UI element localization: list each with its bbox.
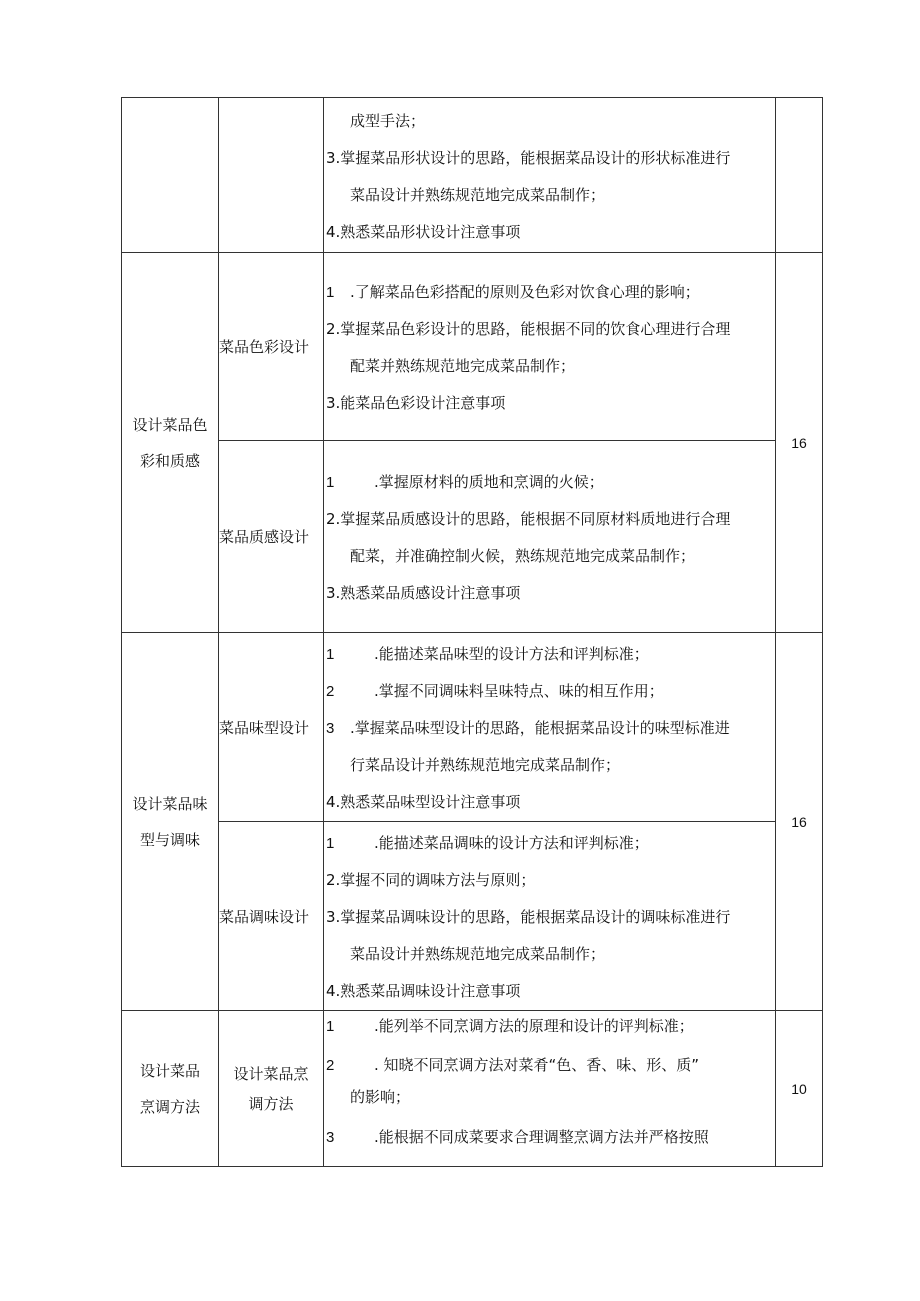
hours-cell-empty xyxy=(776,98,823,253)
requirement-line: 成型手法； xyxy=(350,111,426,130)
item-text: .掌握原材料的质地和烹调的火候； xyxy=(374,473,604,491)
requirement-line: 2.掌握不同的调味方法与原则； xyxy=(326,871,536,889)
category-label: 彩和质感 xyxy=(139,451,200,470)
item-text: .能根据不同成菜要求合理调整烹调方法并严格按照 xyxy=(374,1128,709,1146)
item-number: 2 xyxy=(326,683,335,700)
item-text: .掌握不同调味料呈味特点、味的相互作用； xyxy=(374,682,664,700)
requirements-cell xyxy=(324,1011,776,1167)
hours-cell: 16 xyxy=(776,253,823,633)
item-text: .能描述菜品调味的设计方法和评判标准； xyxy=(374,834,649,852)
item-number: 1 xyxy=(326,1018,335,1035)
requirement-line xyxy=(326,636,775,673)
requirement-line xyxy=(326,825,775,862)
category-label: 烹调方法 xyxy=(139,1097,200,1116)
requirement-line: 3.掌握菜品形状设计的思路，能根据菜品设计的形状标准进行 xyxy=(326,148,731,167)
item-number: 1 xyxy=(326,835,335,852)
requirement-line: 菜品设计并熟练规范地完成菜品制作； xyxy=(350,945,606,963)
category-cell xyxy=(122,1011,219,1167)
item-text: . 知晓不同烹调方法对菜肴“色、香、味、形、质” xyxy=(374,1056,700,1074)
subtopic-cell: 菜品调味设计 xyxy=(219,822,324,1011)
requirements-cell xyxy=(324,822,776,1011)
requirement-line: 4.熟悉菜品调味设计注意事项 xyxy=(326,982,521,1000)
requirement-line: 行菜品设计并熟练规范地完成菜品制作； xyxy=(350,756,621,774)
table-row xyxy=(122,441,823,633)
requirement-line xyxy=(326,1117,775,1153)
category-label: 设计菜品色 xyxy=(132,415,208,434)
requirement-line: 配菜并熟练规范地完成菜品制作； xyxy=(350,357,576,375)
requirements-cell xyxy=(324,633,776,822)
requirement-line: 配菜，并准确控制火候，熟练规范地完成菜品制作； xyxy=(350,547,696,565)
requirement-line: 3.能菜品色彩设计注意事项 xyxy=(326,394,506,412)
subtopic-label: 调方法 xyxy=(248,1094,294,1113)
subtopic-cell xyxy=(219,1011,324,1167)
table-row xyxy=(122,822,823,1011)
item-text: .能描述菜品味型的设计方法和评判标准； xyxy=(374,645,649,663)
category-label: 设计菜品味 xyxy=(132,794,208,813)
requirement-line: 的影响； xyxy=(350,1088,411,1106)
requirement-line: 2.掌握菜品色彩设计的思路，能根据不同的饮食心理进行合理 xyxy=(326,320,731,338)
requirement-line: 2.掌握菜品质感设计的思路，能根据不同原材料质地进行合理 xyxy=(326,510,731,528)
subtopic-label: 设计菜品烹 xyxy=(233,1064,309,1083)
item-number: 3 xyxy=(326,1129,335,1146)
item-number: 1 xyxy=(326,284,335,301)
requirement-line xyxy=(326,1011,775,1045)
requirement-line: 3.掌握菜品调味设计的思路，能根据菜品设计的调味标准进行 xyxy=(326,908,731,926)
table-row xyxy=(122,1011,823,1167)
item-number: 3 xyxy=(326,720,335,737)
requirement-line: 3.熟悉菜品质感设计注意事项 xyxy=(326,584,521,602)
item-text: .能列举不同烹调方法的原理和设计的评判标准； xyxy=(374,1017,694,1035)
category-cell-empty xyxy=(122,98,219,253)
category-cell xyxy=(122,253,219,633)
requirement-line: 菜品设计并熟练规范地完成菜品制作； xyxy=(350,185,606,204)
subtopic-cell: 菜品色彩设计 xyxy=(219,253,324,441)
table-row xyxy=(122,98,823,253)
item-number: 2 xyxy=(326,1057,335,1074)
subtopic-cell-empty xyxy=(219,98,324,253)
hours-cell: 10 xyxy=(776,1011,823,1167)
item-number: 1 xyxy=(326,474,335,491)
hours-cell: 16 xyxy=(776,633,823,1011)
item-text: .了解菜品色彩搭配的原则及色彩对饮食心理的影响； xyxy=(350,283,700,301)
requirements-cell xyxy=(324,441,776,633)
requirement-line xyxy=(326,1045,775,1085)
requirement-line: 4.熟悉菜品味型设计注意事项 xyxy=(326,793,521,811)
subtopic-cell: 菜品味型设计 xyxy=(219,633,324,822)
requirement-line: 4.熟悉菜品形状设计注意事项 xyxy=(326,222,521,241)
category-label: 型与调味 xyxy=(139,830,200,849)
requirement-line xyxy=(326,464,775,501)
category-label: 设计菜品 xyxy=(139,1061,200,1080)
table-row xyxy=(122,253,823,441)
requirement-line xyxy=(326,274,775,311)
item-number: 1 xyxy=(326,646,335,663)
table-row xyxy=(122,633,823,822)
item-text: .掌握菜品味型设计的思路，能根据菜品设计的味型标准进 xyxy=(350,719,730,737)
requirement-line xyxy=(326,710,775,747)
requirement-line xyxy=(326,673,775,710)
category-cell xyxy=(122,633,219,1011)
curriculum-table xyxy=(121,97,823,1167)
requirements-cell xyxy=(324,98,776,253)
subtopic-cell: 菜品质感设计 xyxy=(219,441,324,633)
requirements-cell xyxy=(324,253,776,441)
